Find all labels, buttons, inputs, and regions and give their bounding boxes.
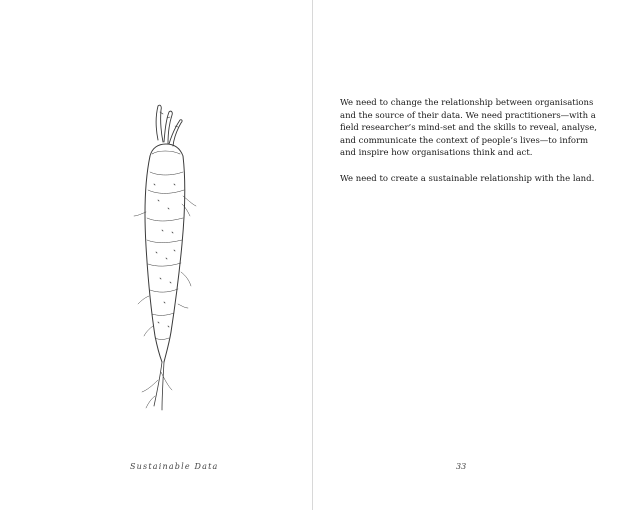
right-page [313,0,624,510]
page-number: 33 [456,462,467,471]
running-footer-title: Sustainable Data [130,462,219,471]
paragraph-1-line: field researcher’s mind-set and the skills to reveal, analyse, [340,123,597,134]
body-text [340,97,602,185]
paragraph-1-line: and inspire how organisations think and act. [340,148,533,159]
paragraph-1-line: and the source of their data. We need practitioners—with a [340,110,596,121]
paragraph-1-line: We need to change the relationship between organisations [340,98,594,108]
paragraph-2-line: We need to create a sustainable relationship with the land. [340,173,595,184]
paragraph-spacer [340,160,602,173]
carrot-illustration [128,100,208,412]
paragraph-1-line: and communicate the context of people’s lives—to inform [340,135,589,146]
